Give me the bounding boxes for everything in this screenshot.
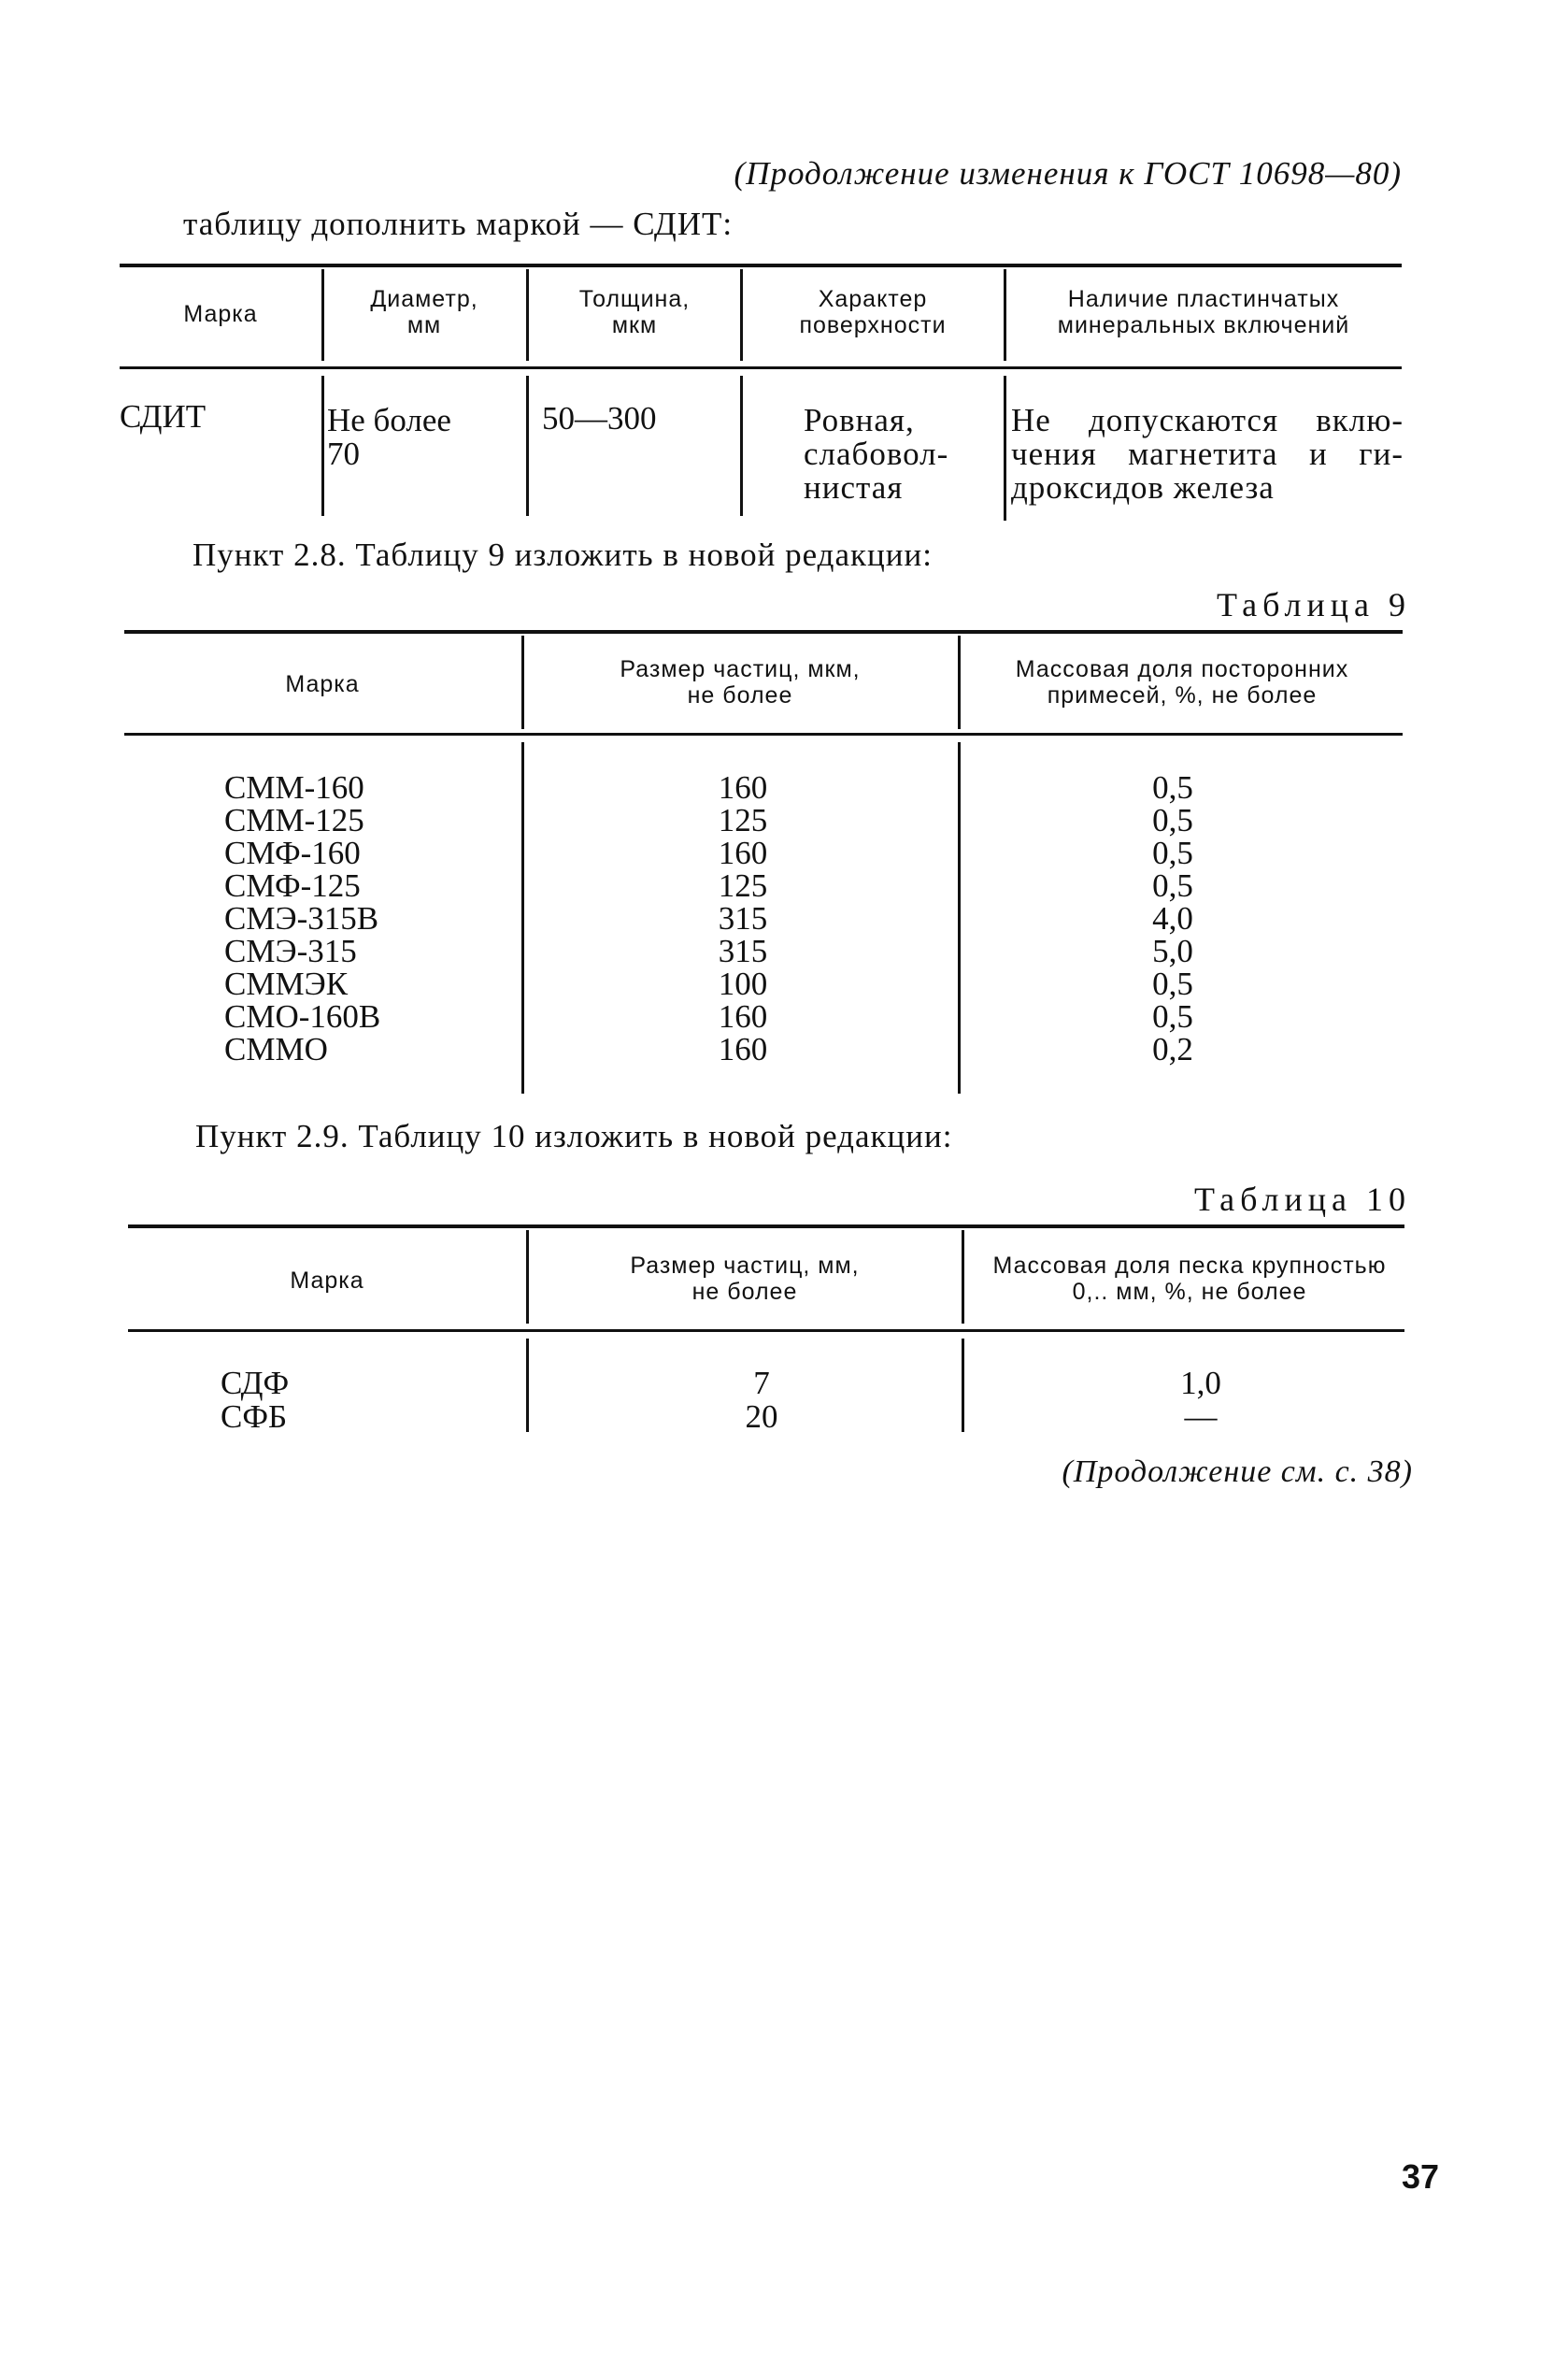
continuation-header: (Продолжение изменения к ГОСТ 10698—80) bbox=[734, 155, 1402, 192]
t10-col-mark: СДФ СФБ bbox=[221, 1365, 290, 1435]
table9-title: Таблица 9 bbox=[1217, 586, 1411, 623]
th-thickness: Толщина, мкм bbox=[578, 286, 691, 338]
th-mark: Марка bbox=[183, 301, 258, 327]
t10-th-sand: Массовая доля песка крупностью 0,.. мм, %, не более bbox=[992, 1253, 1387, 1305]
para-2-8: Пункт 2.8. Таблицу 9 изложить в новой редакции: bbox=[192, 537, 933, 573]
para-2-9: Пункт 2.9. Таблицу 10 изложить в новой редакции: bbox=[195, 1118, 953, 1154]
t10-th-size: Размер частиц, мм, не более bbox=[630, 1253, 860, 1305]
t9-col-impurity: 0,5 0,5 0,5 0,5 4,0 5,0 0,5 0,5 0,2 bbox=[1152, 769, 1193, 1067]
sdit-surface: Ровная, слабовол- нистая bbox=[804, 402, 949, 506]
table10-title: Таблица 10 bbox=[1194, 1181, 1411, 1218]
th-inclusions: Наличие пластинчатых минеральных включений bbox=[1057, 286, 1350, 338]
footer-continuation: (Продолжение см. с. 38) bbox=[1062, 1454, 1413, 1489]
sdit-inclusions: Не допускаются вклю- чения магнетита и ги- дроксидов железа bbox=[1011, 402, 1404, 506]
t9-col-size: 160 125 160 125 315 315 100 160 160 bbox=[718, 769, 768, 1067]
t10-th-mark: Марка bbox=[290, 1267, 364, 1294]
t10-col-sand: 1,0 — bbox=[1180, 1365, 1221, 1435]
t10-col-size: 7 20 bbox=[745, 1365, 778, 1435]
t9-th-size: Размер частиц, мкм, не более bbox=[620, 656, 861, 709]
sdit-diameter: Не более 70 bbox=[327, 402, 451, 472]
intro-sdit: таблицу дополнить маркой — СДИТ: bbox=[183, 206, 734, 242]
t9-col-mark: СММ-160 СММ-125 СМФ-160 СМФ-125 СМЭ-315В СМЭ-315 СММЭК СМО-160В СММО bbox=[224, 769, 381, 1067]
sdit-mark: СДИТ bbox=[120, 398, 207, 435]
page-number: 37 bbox=[1401, 2157, 1439, 2196]
th-diameter: Диаметр, мм bbox=[370, 286, 478, 338]
t9-th-impurity: Массовая доля посторонних примесей, %, не более bbox=[1015, 656, 1349, 709]
sdit-thickness: 50—300 bbox=[542, 400, 657, 437]
th-surface: Характер поверхности bbox=[799, 286, 947, 338]
t9-th-mark: Марка bbox=[285, 671, 360, 697]
